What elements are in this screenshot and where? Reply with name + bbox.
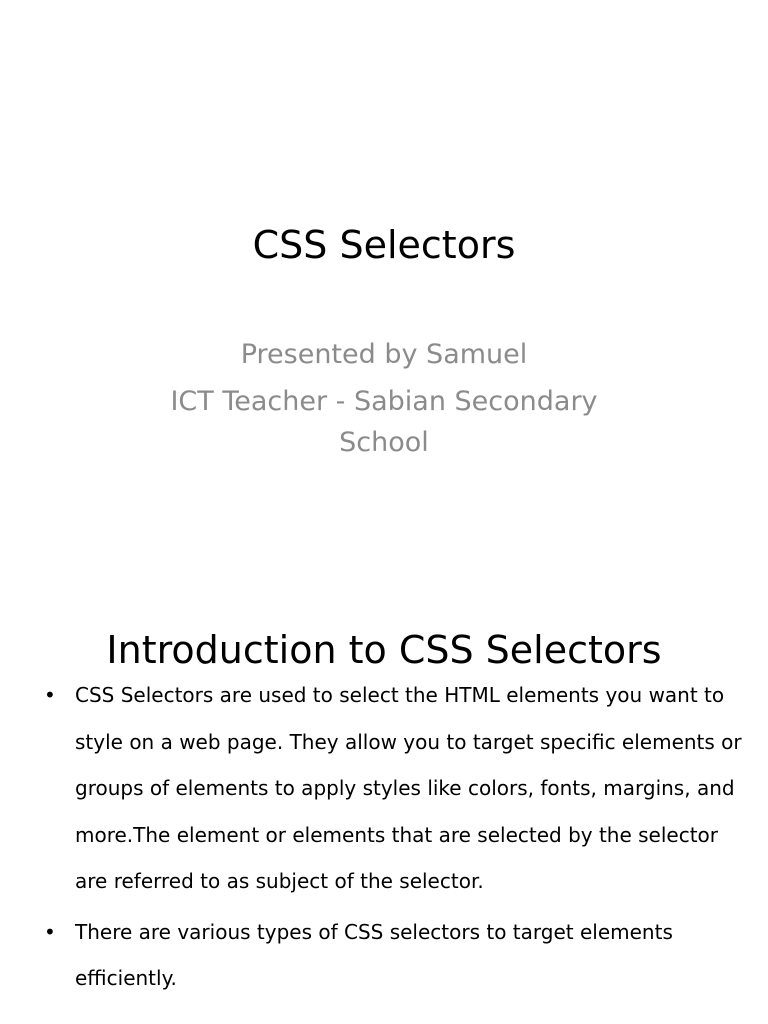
- intro-slide: [0, 576, 768, 1024]
- slide-title: CSS Selectors: [252, 223, 516, 267]
- bullet-item: [40, 909, 750, 1002]
- bullet-text: CSS Selectors are used to select the HTML elements you want to style on a web page. They allow you to target specific elements or groups of elements to apply styles like colors, fonts, margins, and more.The element or elements that are selected by the selector are referred to as subject of the selector.: [75, 683, 742, 893]
- bullet-list: [40, 672, 750, 1006]
- intro-heading: Introduction to CSS Selectors: [106, 628, 662, 672]
- presenter-line: Presented by Samuel: [240, 339, 528, 370]
- slide-subtitle: [150, 334, 618, 469]
- bullet-icon: •: [44, 919, 56, 944]
- bullet-text: There are various types of CSS selectors to target elements efficiently.: [75, 919, 673, 990]
- presenter-role-line: ICT Teacher - Sabian Secondary School: [170, 386, 598, 458]
- bullet-icon: •: [44, 683, 56, 707]
- bullet-item: [40, 672, 750, 905]
